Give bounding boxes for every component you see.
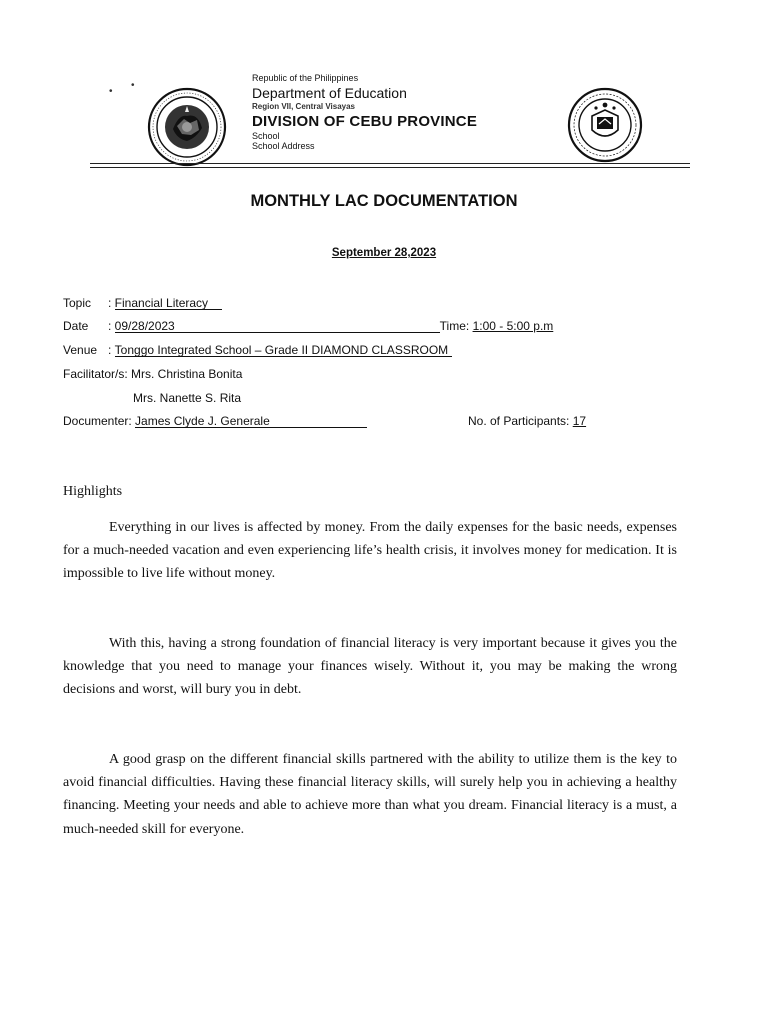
header-rule-top [90, 163, 690, 164]
participants-label: No. of Participants: [468, 414, 573, 428]
documenter-row [63, 415, 367, 428]
paragraph-1-text: Everything in our lives is affected by money. From the daily expenses for the basic needs, expenses for a much-needed vacation and even experiencing life’s health crisis, it involves money for medication. It is impossible to live life without money. [63, 520, 677, 582]
department-name: Department of Education [252, 85, 407, 101]
scan-mark: • [109, 86, 113, 97]
time-label: Time: [439, 319, 473, 333]
topic-value: Financial Literacy [115, 297, 222, 310]
topic-row [63, 297, 222, 310]
facilitator-label: Facilitator/s: [63, 367, 132, 381]
participants-value: 17 [572, 414, 587, 428]
facilitator-1: Mrs. Christina Bonita [131, 367, 243, 381]
documenter-value: James Clyde J. Generale [135, 415, 367, 428]
region-line: Region VII, Central Visayas [252, 102, 356, 111]
venue-row [63, 344, 452, 357]
division-seal-icon [146, 86, 228, 168]
documenter-label: Documenter: [63, 414, 136, 428]
header-rule-bottom [90, 167, 690, 168]
paragraph-2-text: With this, having a strong foundation of financial literacy is very important because it gives you the knowledge that you need to manage your finances wisely. Without it, you may be making the wrong decisions and worst, will bury you in debt. [63, 636, 677, 698]
facilitator-row [63, 368, 242, 380]
date-label: Date [63, 319, 89, 333]
paragraph-3-text: A good grasp on the different financial skills partnered with the ability to utilize them is the key to avoid financial difficulties. Having these financial literacy skills, will surely help you in achieving a healthy financing. Meeting your needs and able to achieve more than what you dream. Financial literacy is a must, a much-needed skill for everyone. [63, 752, 677, 837]
date-row [63, 320, 553, 333]
deped-seal-icon [566, 86, 644, 164]
letterhead [252, 74, 477, 151]
time-value: 1:00 - 5:00 p.m [472, 319, 554, 333]
highlights-heading: Highlights [63, 484, 123, 499]
venue-label: Venue [63, 343, 98, 357]
date-separator: : [108, 319, 115, 333]
school-line: School [252, 131, 280, 141]
paragraph-2 [63, 632, 677, 702]
document-title: MONTHLY LAC DOCUMENTATION [250, 192, 518, 210]
venue-separator: : [108, 343, 115, 357]
division-name: DIVISION OF CEBU PROVINCE [252, 113, 478, 130]
paragraph-1 [63, 516, 677, 586]
date-heading: September 28,2023 [331, 247, 437, 259]
venue-value: Tonggo Integrated School – Grade II DIAMOND CLASSROOM [115, 344, 452, 357]
paragraph-3 [63, 748, 677, 841]
republic-line: Republic of the Philippines [252, 73, 359, 83]
facilitator-2-row [133, 392, 241, 404]
topic-separator: : [108, 296, 115, 310]
participants-row [468, 415, 586, 427]
school-address-line: School Address [252, 141, 315, 151]
topic-label: Topic [63, 296, 92, 310]
facilitator-2: Mrs. Nanette S. Rita [133, 391, 242, 405]
scan-mark: • [131, 80, 135, 91]
date-value: 09/28/2023 [115, 320, 440, 333]
